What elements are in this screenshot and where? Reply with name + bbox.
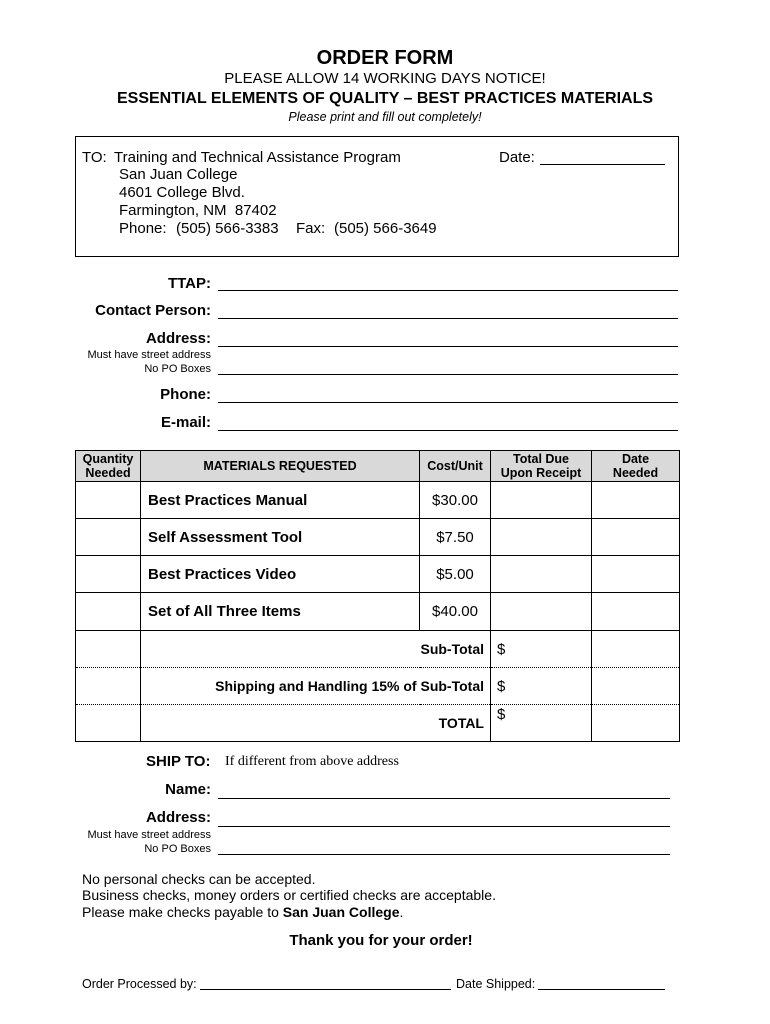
payable-suffix: .: [399, 904, 404, 920]
subtotal-label: Sub-Total: [141, 631, 491, 668]
ship-address-label: Address:: [145, 809, 211, 826]
total-due-cell[interactable]: [491, 482, 592, 519]
total-due-cell[interactable]: [491, 593, 592, 631]
date-needed-cell[interactable]: [592, 593, 680, 631]
total-label: TOTAL: [141, 705, 491, 742]
table-row: [76, 556, 680, 593]
currency-symbol: $: [497, 706, 506, 723]
quantity-cell[interactable]: [76, 556, 141, 593]
blank-cell: [76, 705, 141, 742]
blank-cell: [592, 705, 680, 742]
date-needed-cell[interactable]: [592, 556, 680, 593]
email-label: E-mail:: [160, 414, 211, 431]
contact-person-field[interactable]: [218, 318, 678, 319]
phone-field[interactable]: [218, 402, 678, 403]
ship-name-label: Name:: [165, 781, 211, 798]
recipient-box: [75, 136, 679, 257]
table-row: [76, 593, 680, 631]
currency-symbol: $: [497, 677, 506, 695]
address-label: Address:: [145, 330, 211, 347]
recipient-street: 4601 College Blvd.: [119, 184, 245, 201]
date-needed-cell[interactable]: [592, 519, 680, 556]
item-name: Self Assessment Tool: [141, 519, 420, 556]
table-header-row: [76, 451, 680, 482]
total-amount-field[interactable]: [491, 705, 592, 742]
payment-note-no-personal-checks: No personal checks can be accepted.: [82, 871, 316, 887]
notice-text: PLEASE ALLOW 14 WORKING DAYS NOTICE!: [224, 70, 546, 87]
recipient-phone: (505) 566-3383: [176, 220, 279, 237]
column-header-cost: Cost/Unit: [420, 451, 491, 482]
payment-note-payable: [82, 904, 403, 921]
ttap-label: TTAP:: [167, 275, 211, 292]
blank-cell: [592, 668, 680, 705]
ship-address-note-po-box: No PO Boxes: [144, 843, 211, 855]
total-row: [76, 705, 680, 742]
blank-cell: [592, 631, 680, 668]
ship-address-note-street: Must have street address: [87, 829, 211, 841]
payee-name: San Juan College: [282, 904, 400, 920]
table-row: [76, 519, 680, 556]
column-header-date-needed: Date Needed: [592, 451, 680, 482]
column-header-materials: MATERIALS REQUESTED: [141, 451, 420, 482]
item-name: Set of All Three Items: [141, 593, 420, 631]
ship-address-field-line-2[interactable]: [218, 854, 670, 855]
processed-by-field[interactable]: [200, 989, 451, 990]
currency-symbol: $: [497, 640, 506, 658]
date-needed-cell[interactable]: [592, 482, 680, 519]
form-subtitle: ESSENTIAL ELEMENTS OF QUALITY – BEST PRACTICES MATERIALS: [116, 90, 654, 107]
date-shipped-label: Date Shipped:: [456, 977, 536, 991]
shipping-row: [76, 668, 680, 705]
quantity-cell[interactable]: [76, 593, 141, 631]
unit-cost: $5.00: [420, 556, 491, 593]
recipient-institution: San Juan College: [119, 166, 238, 183]
date-shipped-field[interactable]: [538, 989, 665, 990]
ship-to-note: If different from above address: [225, 754, 399, 769]
column-header-total-due: Total Due Upon Receipt: [491, 451, 592, 482]
ship-to-label: SHIP TO:: [146, 753, 211, 770]
unit-cost: $30.00: [420, 482, 491, 519]
form-title: ORDER FORM: [316, 47, 454, 69]
quantity-cell[interactable]: [76, 519, 141, 556]
subtotal-row: [76, 631, 680, 668]
ship-name-field[interactable]: [218, 798, 670, 799]
ttap-field[interactable]: [218, 290, 678, 291]
order-table: [75, 450, 680, 742]
total-due-cell[interactable]: [491, 519, 592, 556]
unit-cost: $40.00: [420, 593, 491, 631]
quantity-cell[interactable]: [76, 482, 141, 519]
address-field-line-2[interactable]: [218, 374, 678, 375]
instruction-text: Please print and fill out completely!: [288, 110, 482, 124]
recipient-city-state-zip: Farmington, NM 87402: [119, 202, 277, 219]
to-label: TO:: [82, 149, 107, 166]
item-name: Best Practices Manual: [141, 482, 420, 519]
payment-note-accepted-methods: Business checks, money orders or certified checks are acceptable.: [82, 887, 496, 903]
date-field[interactable]: [540, 164, 665, 165]
contact-person-label: Contact Person:: [95, 302, 211, 319]
processed-by-label: Order Processed by:: [82, 977, 197, 991]
table-row: [76, 482, 680, 519]
thank-you-text: Thank you for your order!: [289, 932, 473, 949]
recipient-fax-label: Fax:: [296, 220, 326, 237]
column-header-quantity: Quantity Needed: [76, 451, 141, 482]
date-label: Date:: [499, 149, 535, 166]
shipping-label: Shipping and Handling 15% of Sub-Total: [141, 668, 491, 705]
payable-prefix: Please make checks payable to: [82, 904, 283, 920]
blank-cell: [76, 631, 141, 668]
blank-cell: [76, 668, 141, 705]
address-field-line-1[interactable]: [218, 346, 678, 347]
recipient-fax: (505) 566-3649: [334, 220, 437, 237]
phone-label: Phone:: [160, 386, 211, 403]
address-note-po-box: No PO Boxes: [144, 363, 211, 375]
subtotal-amount-field[interactable]: [491, 631, 592, 668]
shipping-amount-field[interactable]: [491, 668, 592, 705]
recipient-phone-label: Phone:: [119, 220, 167, 237]
ship-address-field-line-1[interactable]: [218, 826, 670, 827]
unit-cost: $7.50: [420, 519, 491, 556]
total-due-cell[interactable]: [491, 556, 592, 593]
email-field[interactable]: [218, 430, 678, 431]
item-name: Best Practices Video: [141, 556, 420, 593]
recipient-organization: Training and Technical Assistance Program: [114, 149, 401, 166]
address-note-street: Must have street address: [87, 349, 211, 361]
